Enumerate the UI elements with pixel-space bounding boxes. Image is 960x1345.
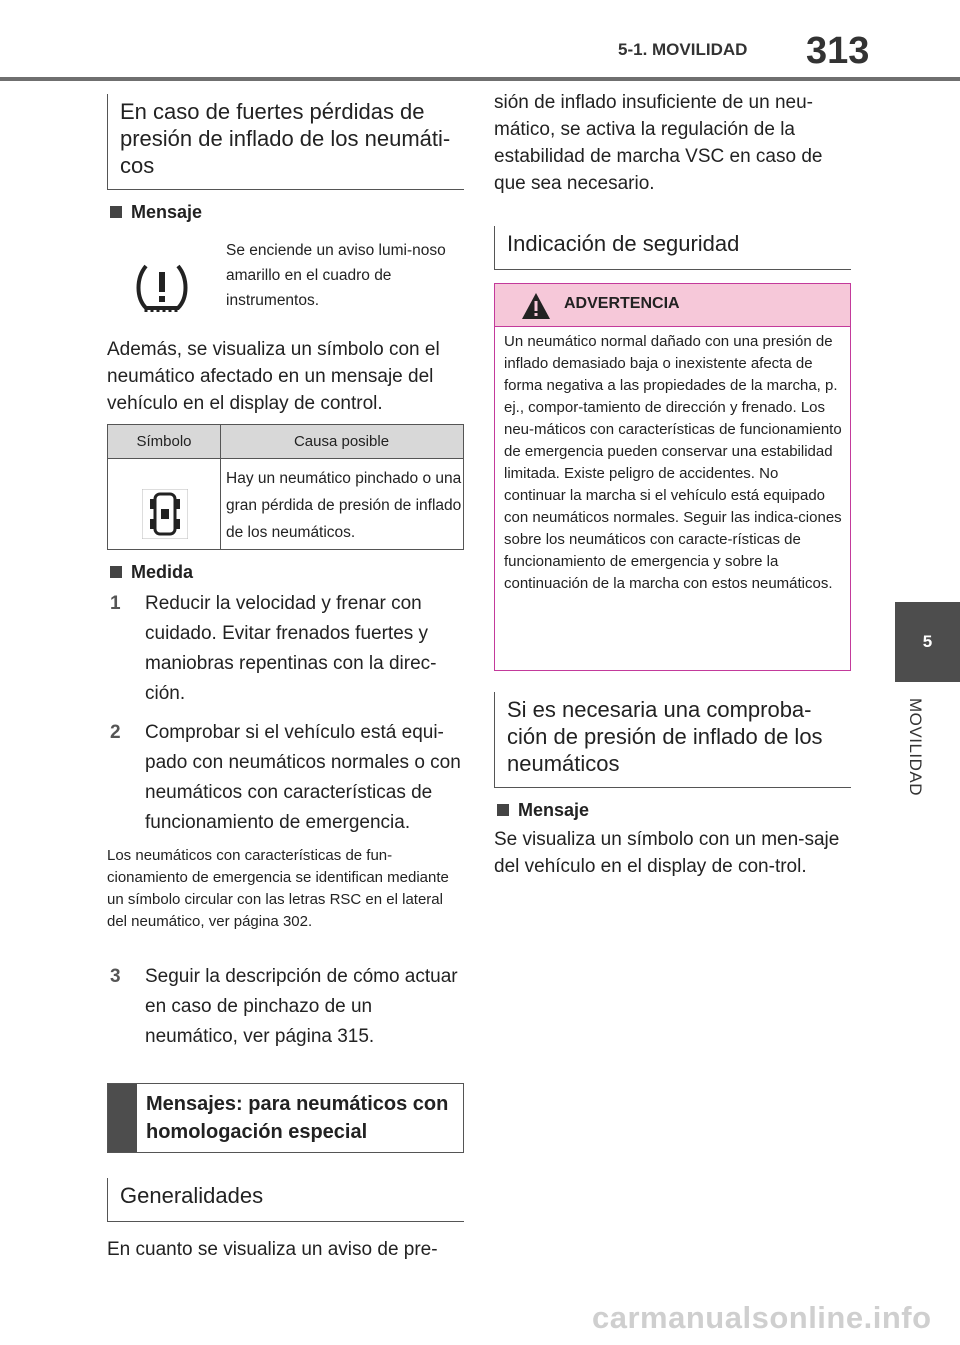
paragraph-general: En cuanto se visualiza un aviso de pre- <box>107 1239 438 1260</box>
note-rsc: Los neumáticos con características de fun-cionamiento de emergencia se identifican mediante un símbolo circular con las letras RSC en el lateral del neumático, ver página 302. <box>107 847 449 930</box>
step-text: Seguir la descripción de cómo actuar en caso de pinchazo de un neumático, ver página 315. <box>145 966 458 1047</box>
warning-text: Un neumático normal dañado con una presión de inflado demasiado baja o inexistente afecta de forma negativa a las propiedades de la marcha, p. ej., compor-tamiento de dirección y frenado. Los neu-máticos con características de funcionamiento de emergencia pueden conservar una estabilidad limitada. Existe peligro de accidentes. No continuar la marcha si el vehículo está equipado con neumáticos normales. Seguir las indica-ciones sobre los neumáticos con caracte-rísticas de funcionamiento de emergencia y sobre la continuación de la marcha con estos neumáticos. <box>504 333 842 592</box>
table-cell-cause: Hay un neumático pinchado o una gran pérdida de presión de inflado de los neumáticos. <box>226 470 462 541</box>
special-tires-heading: Mensajes: para neumáticos con homologación especial <box>146 1093 449 1143</box>
section-heading-check: Si es necesaria una comproba-ción de presión de inflado de los neumáticos <box>494 692 851 788</box>
section-heading-general: Generalidades <box>107 1178 464 1222</box>
table-header-symbol: Símbolo <box>108 425 220 459</box>
paragraph-continued: sión de inflado insuficiente de un neu-mático, se activa la regulación de la estabilidad de marcha VSC en caso de que sea necesario. <box>494 92 823 194</box>
subheading-text: Mensaje <box>131 202 203 222</box>
step-text: Reducir la velocidad y frenar con cuidado. Evitar frenados fuertes y maniobras repentinas con la direc-ción. <box>145 593 437 704</box>
watermark: carmanualsonline.info <box>592 1300 932 1335</box>
paragraph-ademas: Además, se visualiza un símbolo con el neumático afectado en un mensaje del vehículo en el display de control. <box>107 339 440 414</box>
heading-bar <box>108 1084 137 1152</box>
warning-triangle-icon <box>521 292 551 325</box>
table-header-cause: Causa posible <box>220 425 463 459</box>
chapter-label: MOVILIDAD <box>906 698 925 797</box>
section-heading-loss: En caso de fuertes pérdidas de presión de inflado de los neumáti-cos <box>107 94 464 190</box>
warning-title: ADVERTENCIA <box>564 295 680 312</box>
flat-tire-car-icon <box>142 489 188 544</box>
table-divider <box>220 425 221 549</box>
subheading-medida <box>110 562 193 583</box>
step-number: 2 <box>110 722 121 743</box>
icon-note: Se enciende un aviso lumi-noso amarillo en el cuadro de instrumentos. <box>226 242 446 309</box>
symbol-table <box>107 424 464 550</box>
subheading-mensaje <box>110 202 202 223</box>
page-number: 313 <box>806 30 870 72</box>
tire-pressure-warning-icon <box>134 260 190 321</box>
square-bullet-icon <box>110 206 122 218</box>
step-3 <box>110 962 462 1052</box>
paragraph-mensaje: Se visualiza un símbolo con un men-saje del vehículo en el display de con-trol. <box>494 829 840 877</box>
section-heading-safety: Indicación de seguridad <box>494 226 851 270</box>
step-text: Comprobar si el vehículo está equi-pado con neumáticos normales o con neumáticos con características de funcionamiento de emergencia. <box>145 722 461 833</box>
warning-box <box>494 283 851 671</box>
special-tires-heading-box <box>107 1083 464 1153</box>
step-2 <box>110 718 462 838</box>
header-rule <box>0 77 960 81</box>
chapter-tab: 5 <box>895 602 960 682</box>
step-number: 1 <box>110 593 121 614</box>
subheading-text: Mensaje <box>518 800 590 820</box>
running-header-section: 5-1. MOVILIDAD <box>618 40 748 59</box>
subheading-text: Medida <box>131 562 194 582</box>
square-bullet-icon <box>497 804 509 816</box>
step-1 <box>110 589 462 709</box>
square-bullet-icon <box>110 566 122 578</box>
subheading-mensaje-right <box>497 800 589 821</box>
step-number: 3 <box>110 966 121 987</box>
